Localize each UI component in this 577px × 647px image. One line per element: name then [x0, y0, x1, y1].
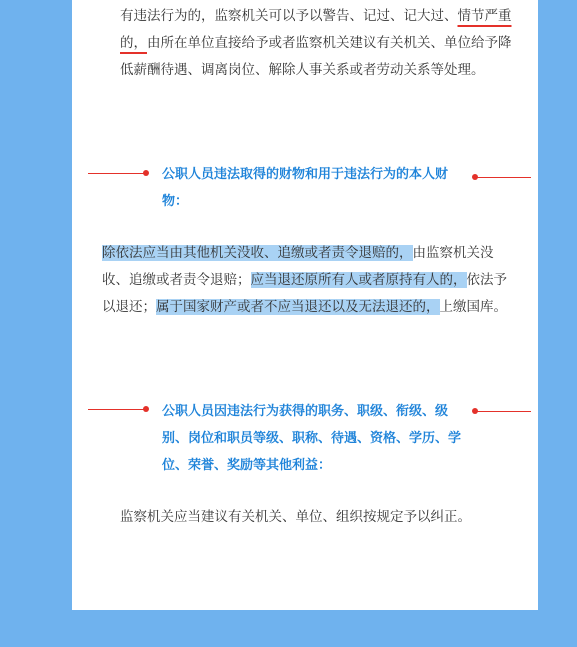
section-heading-property: 公职人员违法取得的财物和用于违法行为的本人财物：	[162, 167, 449, 209]
underlined-phrase: 情节严重的，	[120, 8, 512, 51]
heading-bullet-left	[143, 170, 149, 176]
paragraph-correction: 监察机关应当建议有关机关、单位、组织按规定予以纠正。	[120, 509, 471, 525]
heading-rule-right-2	[475, 411, 531, 412]
heading-rule-left-2	[88, 409, 146, 410]
heading-rule-right	[475, 177, 531, 178]
paragraph-confiscation-text-2: 依法予以退还；	[102, 272, 507, 315]
document-page	[72, 0, 538, 610]
paragraph-sanctions-text-a: 有违法行为的，监察机关可以予以警告、记过、记大过、	[120, 8, 458, 24]
paragraph-confiscation-text-1: 由监察机关没收、追缴或者责令退赔；	[102, 245, 494, 288]
heading-rule-left	[88, 173, 146, 174]
paragraph-sanctions	[120, 3, 512, 84]
highlight-1: 除依法应当由其他机关没收、追缴或者责令退赔的，	[102, 245, 413, 261]
paragraph-confiscation	[102, 240, 512, 321]
paragraph-confiscation-text-3: 上缴国库。	[439, 299, 507, 315]
heading-bullet-left-2	[143, 406, 149, 412]
highlight-3: 属于国家财产或者不应当退还以及无法退还的，	[156, 299, 440, 315]
highlight-2: 应当退还原所有人或者原持有人的，	[250, 272, 467, 288]
section-heading-benefits: 公职人员因违法行为获得的职务、职级、衔级、级别、岗位和职员等级、职称、待遇、资格、学历、学位、荣誉、奖励等其他利益：	[162, 404, 462, 473]
paragraph-sanctions-text-c: 由所在单位直接给予或者监察机关建议有关机关、单位给予降低薪酬待遇、调离岗位、解除人事关系或者劳动关系等处理。	[120, 35, 512, 78]
